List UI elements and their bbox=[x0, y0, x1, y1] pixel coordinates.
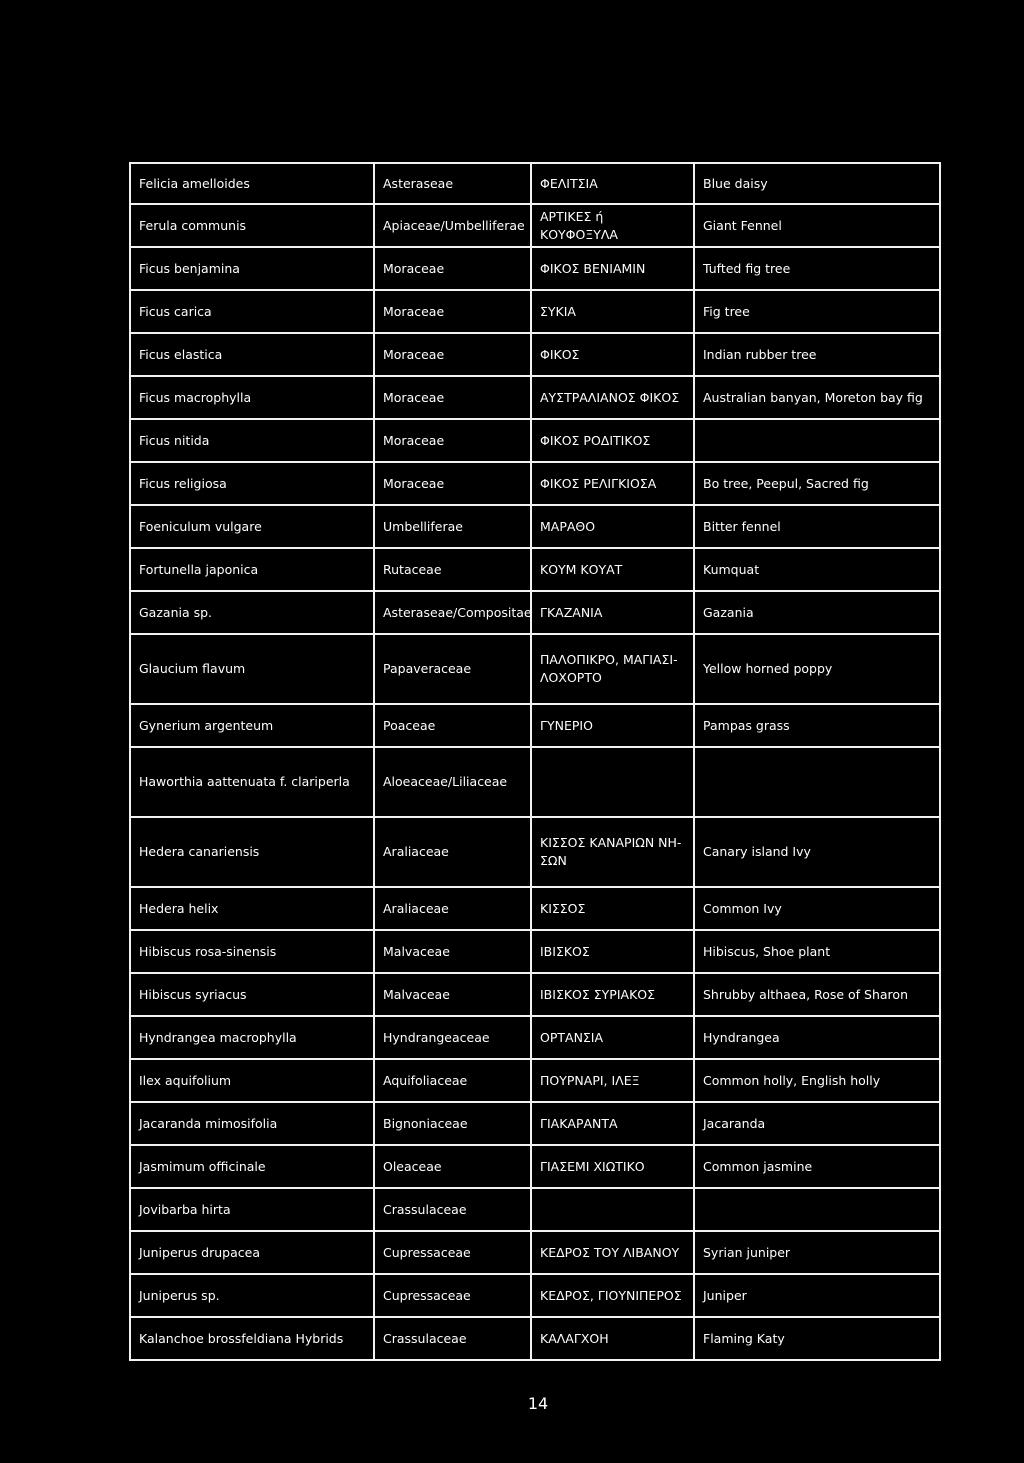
scientific-name-cell: Ilex aquifolium bbox=[130, 1059, 374, 1102]
common-name-cell: Fig tree bbox=[694, 290, 940, 333]
table-row bbox=[130, 1188, 940, 1231]
table-row bbox=[130, 817, 940, 887]
table-row bbox=[130, 1016, 940, 1059]
greek-name-cell: ΓΙΑΣΕΜΙ ΧΙΩΤΙΚΟ bbox=[531, 1145, 694, 1188]
greek-name-cell: ΦΕΛΙΤΣΙΑ bbox=[531, 163, 694, 204]
family-cell: Araliaceae bbox=[374, 817, 531, 887]
family-cell: Asteraseae bbox=[374, 163, 531, 204]
table-row bbox=[130, 1059, 940, 1102]
plant-table-body bbox=[130, 163, 940, 1360]
table-row bbox=[130, 930, 940, 973]
greek-name-cell: ΙΒΙΣΚΟΣ ΣΥΡΙΑΚΟΣ bbox=[531, 973, 694, 1016]
common-name-cell: Blue daisy bbox=[694, 163, 940, 204]
greek-name-cell bbox=[531, 747, 694, 817]
table-row bbox=[130, 1231, 940, 1274]
scientific-name-cell: Hyndrangea macrophylla bbox=[130, 1016, 374, 1059]
family-cell: Moraceae bbox=[374, 419, 531, 462]
scientific-name-cell: Ficus nitida bbox=[130, 419, 374, 462]
common-name-cell: Bitter fennel bbox=[694, 505, 940, 548]
family-cell: Araliaceae bbox=[374, 887, 531, 930]
common-name-cell: Jacaranda bbox=[694, 1102, 940, 1145]
table-row bbox=[130, 747, 940, 817]
greek-name-cell: ΟΡΤΑΝΣΙΑ bbox=[531, 1016, 694, 1059]
family-cell: Bignoniaceae bbox=[374, 1102, 531, 1145]
family-cell: Moraceae bbox=[374, 333, 531, 376]
scientific-name-cell: Haworthia aattenuata f. clariperla bbox=[130, 747, 374, 817]
scientific-name-cell: Gynerium argenteum bbox=[130, 704, 374, 747]
family-cell: Oleaceae bbox=[374, 1145, 531, 1188]
scientific-name-cell: Juniperus sp. bbox=[130, 1274, 374, 1317]
family-cell: Rutaceae bbox=[374, 548, 531, 591]
common-name-cell: Bo tree, Peepul, Sacred fig bbox=[694, 462, 940, 505]
greek-name-cell: ΦΙΚΟΣ ΡΟΔΙΤΙΚΟΣ bbox=[531, 419, 694, 462]
family-cell: Aquifoliaceae bbox=[374, 1059, 531, 1102]
common-name-cell bbox=[694, 1188, 940, 1231]
scientific-name-cell: Ficus religiosa bbox=[130, 462, 374, 505]
family-cell: Aloeaceae/Liliaceae bbox=[374, 747, 531, 817]
table-row bbox=[130, 419, 940, 462]
greek-name-cell: ΚΕΔΡΟΣ ΤΟΥ ΛΙΒΑΝΟΥ bbox=[531, 1231, 694, 1274]
scientific-name-cell: Felicia amelloides bbox=[130, 163, 374, 204]
scientific-name-cell: Jasmimum officinale bbox=[130, 1145, 374, 1188]
greek-name-cell: ΓΥΝΕΡΙΟ bbox=[531, 704, 694, 747]
common-name-cell: Canary island Ivy bbox=[694, 817, 940, 887]
greek-name-cell bbox=[531, 1188, 694, 1231]
scientific-name-cell: Foeniculum vulgare bbox=[130, 505, 374, 548]
common-name-cell: Juniper bbox=[694, 1274, 940, 1317]
scientific-name-cell: Jacaranda mimosifolia bbox=[130, 1102, 374, 1145]
common-name-cell: Flaming Katy bbox=[694, 1317, 940, 1360]
table-row bbox=[130, 1102, 940, 1145]
common-name-cell: Yellow horned poppy bbox=[694, 634, 940, 704]
common-name-cell: Kumquat bbox=[694, 548, 940, 591]
table-row bbox=[130, 1145, 940, 1188]
scientific-name-cell: Juniperus drupacea bbox=[130, 1231, 374, 1274]
scientific-name-cell: Fortunella japonica bbox=[130, 548, 374, 591]
greek-name-cell: ΚΟΥΜ ΚΟΥΑΤ bbox=[531, 548, 694, 591]
common-name-cell: Common Ivy bbox=[694, 887, 940, 930]
table-row bbox=[130, 333, 940, 376]
scientific-name-cell: Hedera helix bbox=[130, 887, 374, 930]
scientific-name-cell: Hibiscus syriacus bbox=[130, 973, 374, 1016]
scientific-name-cell: Ficus elastica bbox=[130, 333, 374, 376]
table-row bbox=[130, 591, 940, 634]
table-row bbox=[130, 548, 940, 591]
greek-name-cell: ΓΙΑΚΑΡΑΝΤΑ bbox=[531, 1102, 694, 1145]
page-number: 14 bbox=[527, 1394, 549, 1413]
greek-name-cell: ΚΙΣΣΟΣ ΚΑΝΑΡΙΩΝ ΝΗ-ΣΩΝ bbox=[531, 817, 694, 887]
family-cell: Moraceae bbox=[374, 247, 531, 290]
common-name-cell: Gazania bbox=[694, 591, 940, 634]
common-name-cell: Tufted fig tree bbox=[694, 247, 940, 290]
common-name-cell: Pampas grass bbox=[694, 704, 940, 747]
greek-name-cell: ΜΑΡΑΘΟ bbox=[531, 505, 694, 548]
family-cell: Crassulaceae bbox=[374, 1317, 531, 1360]
table-row bbox=[130, 704, 940, 747]
family-cell: Moraceae bbox=[374, 290, 531, 333]
greek-name-cell: ΚΑΛΑΓΧΟΗ bbox=[531, 1317, 694, 1360]
table-row bbox=[130, 247, 940, 290]
greek-name-cell: ΦΙΚΟΣ ΡΕΛΙΓΚΙΟΣΑ bbox=[531, 462, 694, 505]
family-cell: Umbelliferae bbox=[374, 505, 531, 548]
common-name-cell: Shrubby althaea, Rose of Sharon bbox=[694, 973, 940, 1016]
table-row bbox=[130, 376, 940, 419]
table-row bbox=[130, 462, 940, 505]
common-name-cell: Hyndrangea bbox=[694, 1016, 940, 1059]
scientific-name-cell: Hibiscus rosa-sinensis bbox=[130, 930, 374, 973]
family-cell: Crassulaceae bbox=[374, 1188, 531, 1231]
family-cell: Papaveraceae bbox=[374, 634, 531, 704]
scientific-name-cell: Hedera canariensis bbox=[130, 817, 374, 887]
common-name-cell bbox=[694, 419, 940, 462]
family-cell: Poaceae bbox=[374, 704, 531, 747]
greek-name-cell: ΣΥΚΙΑ bbox=[531, 290, 694, 333]
greek-name-cell: ΚΕΔΡΟΣ, ΓΙΟΥΝΙΠΕΡΟΣ bbox=[531, 1274, 694, 1317]
greek-name-cell: ΓΚΑΖΑΝΙΑ bbox=[531, 591, 694, 634]
common-name-cell: Common jasmine bbox=[694, 1145, 940, 1188]
greek-name-cell: ΦΙΚΟΣ ΒΕΝΙΑΜΙΝ bbox=[531, 247, 694, 290]
common-name-cell: Australian banyan, Moreton bay fig bbox=[694, 376, 940, 419]
scientific-name-cell: Gazania sp. bbox=[130, 591, 374, 634]
greek-name-cell: ΚΙΣΣΟΣ bbox=[531, 887, 694, 930]
table-row bbox=[130, 163, 940, 204]
table-row bbox=[130, 505, 940, 548]
common-name-cell: Syrian juniper bbox=[694, 1231, 940, 1274]
common-name-cell: Indian rubber tree bbox=[694, 333, 940, 376]
greek-name-cell: ΦΙΚΟΣ bbox=[531, 333, 694, 376]
table-row bbox=[130, 887, 940, 930]
greek-name-cell: ΑΡΤΙΚΕΣ ή ΚΟΥΦΟΞΥΛΑ bbox=[531, 204, 694, 247]
family-cell: Cupressaceae bbox=[374, 1231, 531, 1274]
scientific-name-cell: Ficus macrophylla bbox=[130, 376, 374, 419]
family-cell: Hyndrangeaceae bbox=[374, 1016, 531, 1059]
family-cell: Apiaceae/Umbelliferae bbox=[374, 204, 531, 247]
scientific-name-cell: Jovibarba hirta bbox=[130, 1188, 374, 1231]
scientific-name-cell: Ficus carica bbox=[130, 290, 374, 333]
scientific-name-cell: Kalanchoe brossfeldiana Hybrids bbox=[130, 1317, 374, 1360]
scientific-name-cell: Glaucium flavum bbox=[130, 634, 374, 704]
table-row bbox=[130, 973, 940, 1016]
common-name-cell: Hibiscus, Shoe plant bbox=[694, 930, 940, 973]
family-cell: Cupressaceae bbox=[374, 1274, 531, 1317]
table-row bbox=[130, 290, 940, 333]
plant-table bbox=[129, 162, 941, 1361]
greek-name-cell: ΠΑΛΟΠΙΚΡΟ, ΜΑΓΙΑΣΙ-ΛΟΧΟΡΤΟ bbox=[531, 634, 694, 704]
greek-name-cell: ΙΒΙΣΚΟΣ bbox=[531, 930, 694, 973]
family-cell: Malvaceae bbox=[374, 973, 531, 1016]
family-cell: Moraceae bbox=[374, 462, 531, 505]
scientific-name-cell: Ficus benjamina bbox=[130, 247, 374, 290]
table-row bbox=[130, 1317, 940, 1360]
greek-name-cell: ΠΟΥΡΝΑΡΙ, ΙΛΕΞ bbox=[531, 1059, 694, 1102]
common-name-cell bbox=[694, 747, 940, 817]
common-name-cell: Giant Fennel bbox=[694, 204, 940, 247]
table-row bbox=[130, 634, 940, 704]
family-cell: Malvaceae bbox=[374, 930, 531, 973]
greek-name-cell: ΑΥΣΤΡΑΛΙΑΝΟΣ ΦΙΚΟΣ bbox=[531, 376, 694, 419]
family-cell: Moraceae bbox=[374, 376, 531, 419]
common-name-cell: Common holly, English holly bbox=[694, 1059, 940, 1102]
table-row bbox=[130, 1274, 940, 1317]
family-cell: Asteraseae/Compositae bbox=[374, 591, 531, 634]
scientific-name-cell: Ferula communis bbox=[130, 204, 374, 247]
table-row bbox=[130, 204, 940, 247]
